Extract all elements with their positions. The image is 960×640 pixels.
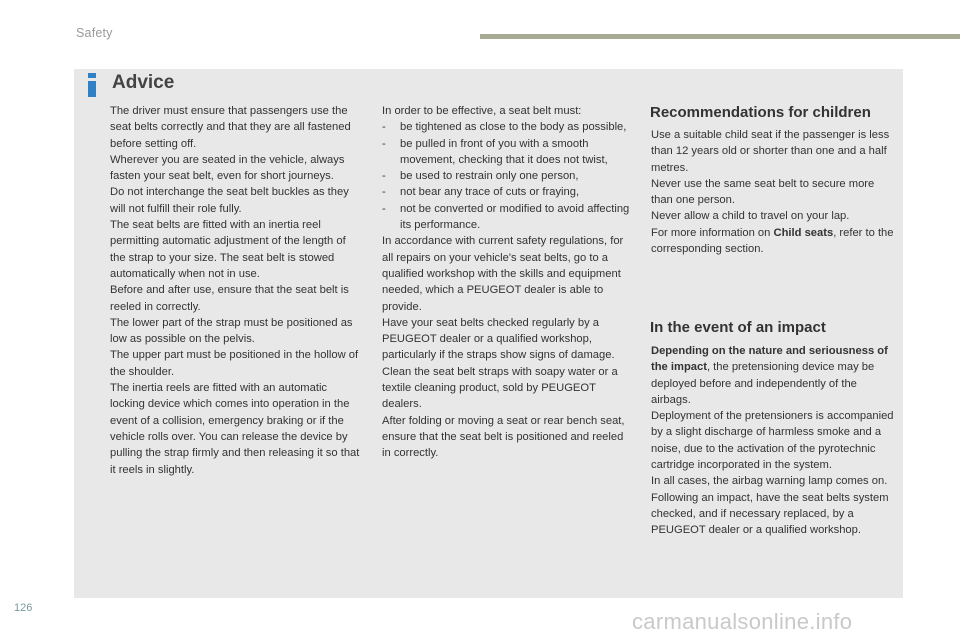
list-item: - not bear any trace of cuts or fraying, <box>382 186 580 199</box>
advice-paragraph: Before and after use, ensure that the seat belt is reeled in correctly. <box>110 284 349 313</box>
list-item: - be tightened as close to the body as possible, <box>382 121 627 134</box>
list-item: - be pulled in front of you with a smooth movement, checking that it does not twist, <box>382 137 608 166</box>
children-section <box>651 127 899 257</box>
advice-paragraph: Do not interchange the seat belt buckles as they will not fulfill their role fully. <box>110 186 349 215</box>
children-paragraph: Use a suitable child seat if the passenger is less than 12 years old or shorter than one and a half metres. <box>651 129 890 174</box>
advice-paragraph: Wherever you are seated in the vehicle, always fasten your seat belt, even for short journeys. <box>110 153 345 183</box>
advice-paragraph: Have your seat belts checked regularly by a PEUGEOT dealer or a qualified workshop, particularly if the straps show signs of damage. <box>382 316 615 362</box>
advice-paragraph: Clean the seat belt straps with soapy water or a textile cleaning product, sold by PEUGEOT dealers. <box>382 365 618 411</box>
belt-requirements-intro: In order to be effective, a seat belt must: <box>382 105 582 117</box>
impact-section <box>651 343 899 539</box>
advice-paragraph: The seat belts are fitted with an inertia reel permitting automatic adjustment of the length of the strap to your size. The seat belt is stowed automatically when not in use. <box>110 219 346 280</box>
page-number: 126 <box>14 602 33 614</box>
impact-heading: In the event of an impact <box>650 319 826 336</box>
advice-paragraph: In accordance with current safety regulations, for all repairs on your vehicle's seat belts, go to a qualified workshop with the skills and equipment needed, which a PEUGEOT dealer is able to provide. <box>382 235 624 313</box>
impact-paragraph: Following an impact, have the seat belts system checked, and if necessary replaced, by a PEUGEOT dealer or a qualified workshop. <box>651 491 889 537</box>
impact-paragraph: Deployment of the pretensioners is accompanied by a slight discharge of harmless smoke and a noise, due to the activation of the pyrotechnic cartridge incorporated in the system. <box>651 410 894 472</box>
watermark: carmanualsonline.info <box>632 609 853 634</box>
advice-column-2 <box>382 103 632 462</box>
children-paragraph: Never use the same seat belt to secure more than one person. <box>651 177 875 207</box>
advice-paragraph: After folding or moving a seat or rear bench seat, ensure that the seat belt is positioned and reeled in correctly. <box>382 414 625 460</box>
children-paragraph: For more information on Child seats, refer to the corresponding section. <box>651 226 894 256</box>
belt-requirements-list <box>382 119 632 233</box>
advice-paragraph: The upper part must be positioned in the hollow of the shoulder. <box>110 349 359 378</box>
list-item: - be used to restrain only one person, <box>382 170 579 183</box>
impact-paragraph: Depending on the nature and seriousness of the impact, the pretensioning device may be deployed before and independently of the airbags. <box>651 345 888 406</box>
info-icon <box>86 73 98 97</box>
advice-paragraph: The lower part of the strap must be positioned as low as possible on the pelvis. <box>110 316 353 346</box>
children-paragraph: Never allow a child to travel on your lap. <box>651 210 850 223</box>
children-heading: Recommendations for children <box>650 104 871 121</box>
section-rule <box>480 34 960 39</box>
impact-paragraph: In all cases, the airbag warning lamp comes on. <box>651 475 888 488</box>
list-item: - not be converted or modified to avoid affecting its performance. <box>382 202 630 232</box>
advice-paragraph: The driver must ensure that passengers use the seat belts correctly and that they are all fastened before setting off. <box>110 105 351 150</box>
section-title: Safety <box>76 26 113 40</box>
advice-column-1 <box>110 103 360 478</box>
advice-title: Advice <box>112 72 175 93</box>
advice-paragraph: The inertia reels are fitted with an automatic locking device which comes into operation in the event of a collision, emergency braking or if the vehicle rolls over. You can release the device by pulling the strap firmly and then releasing it so that it reels in slightly. <box>110 382 360 476</box>
child-seats-reference: Child seats <box>773 226 834 239</box>
